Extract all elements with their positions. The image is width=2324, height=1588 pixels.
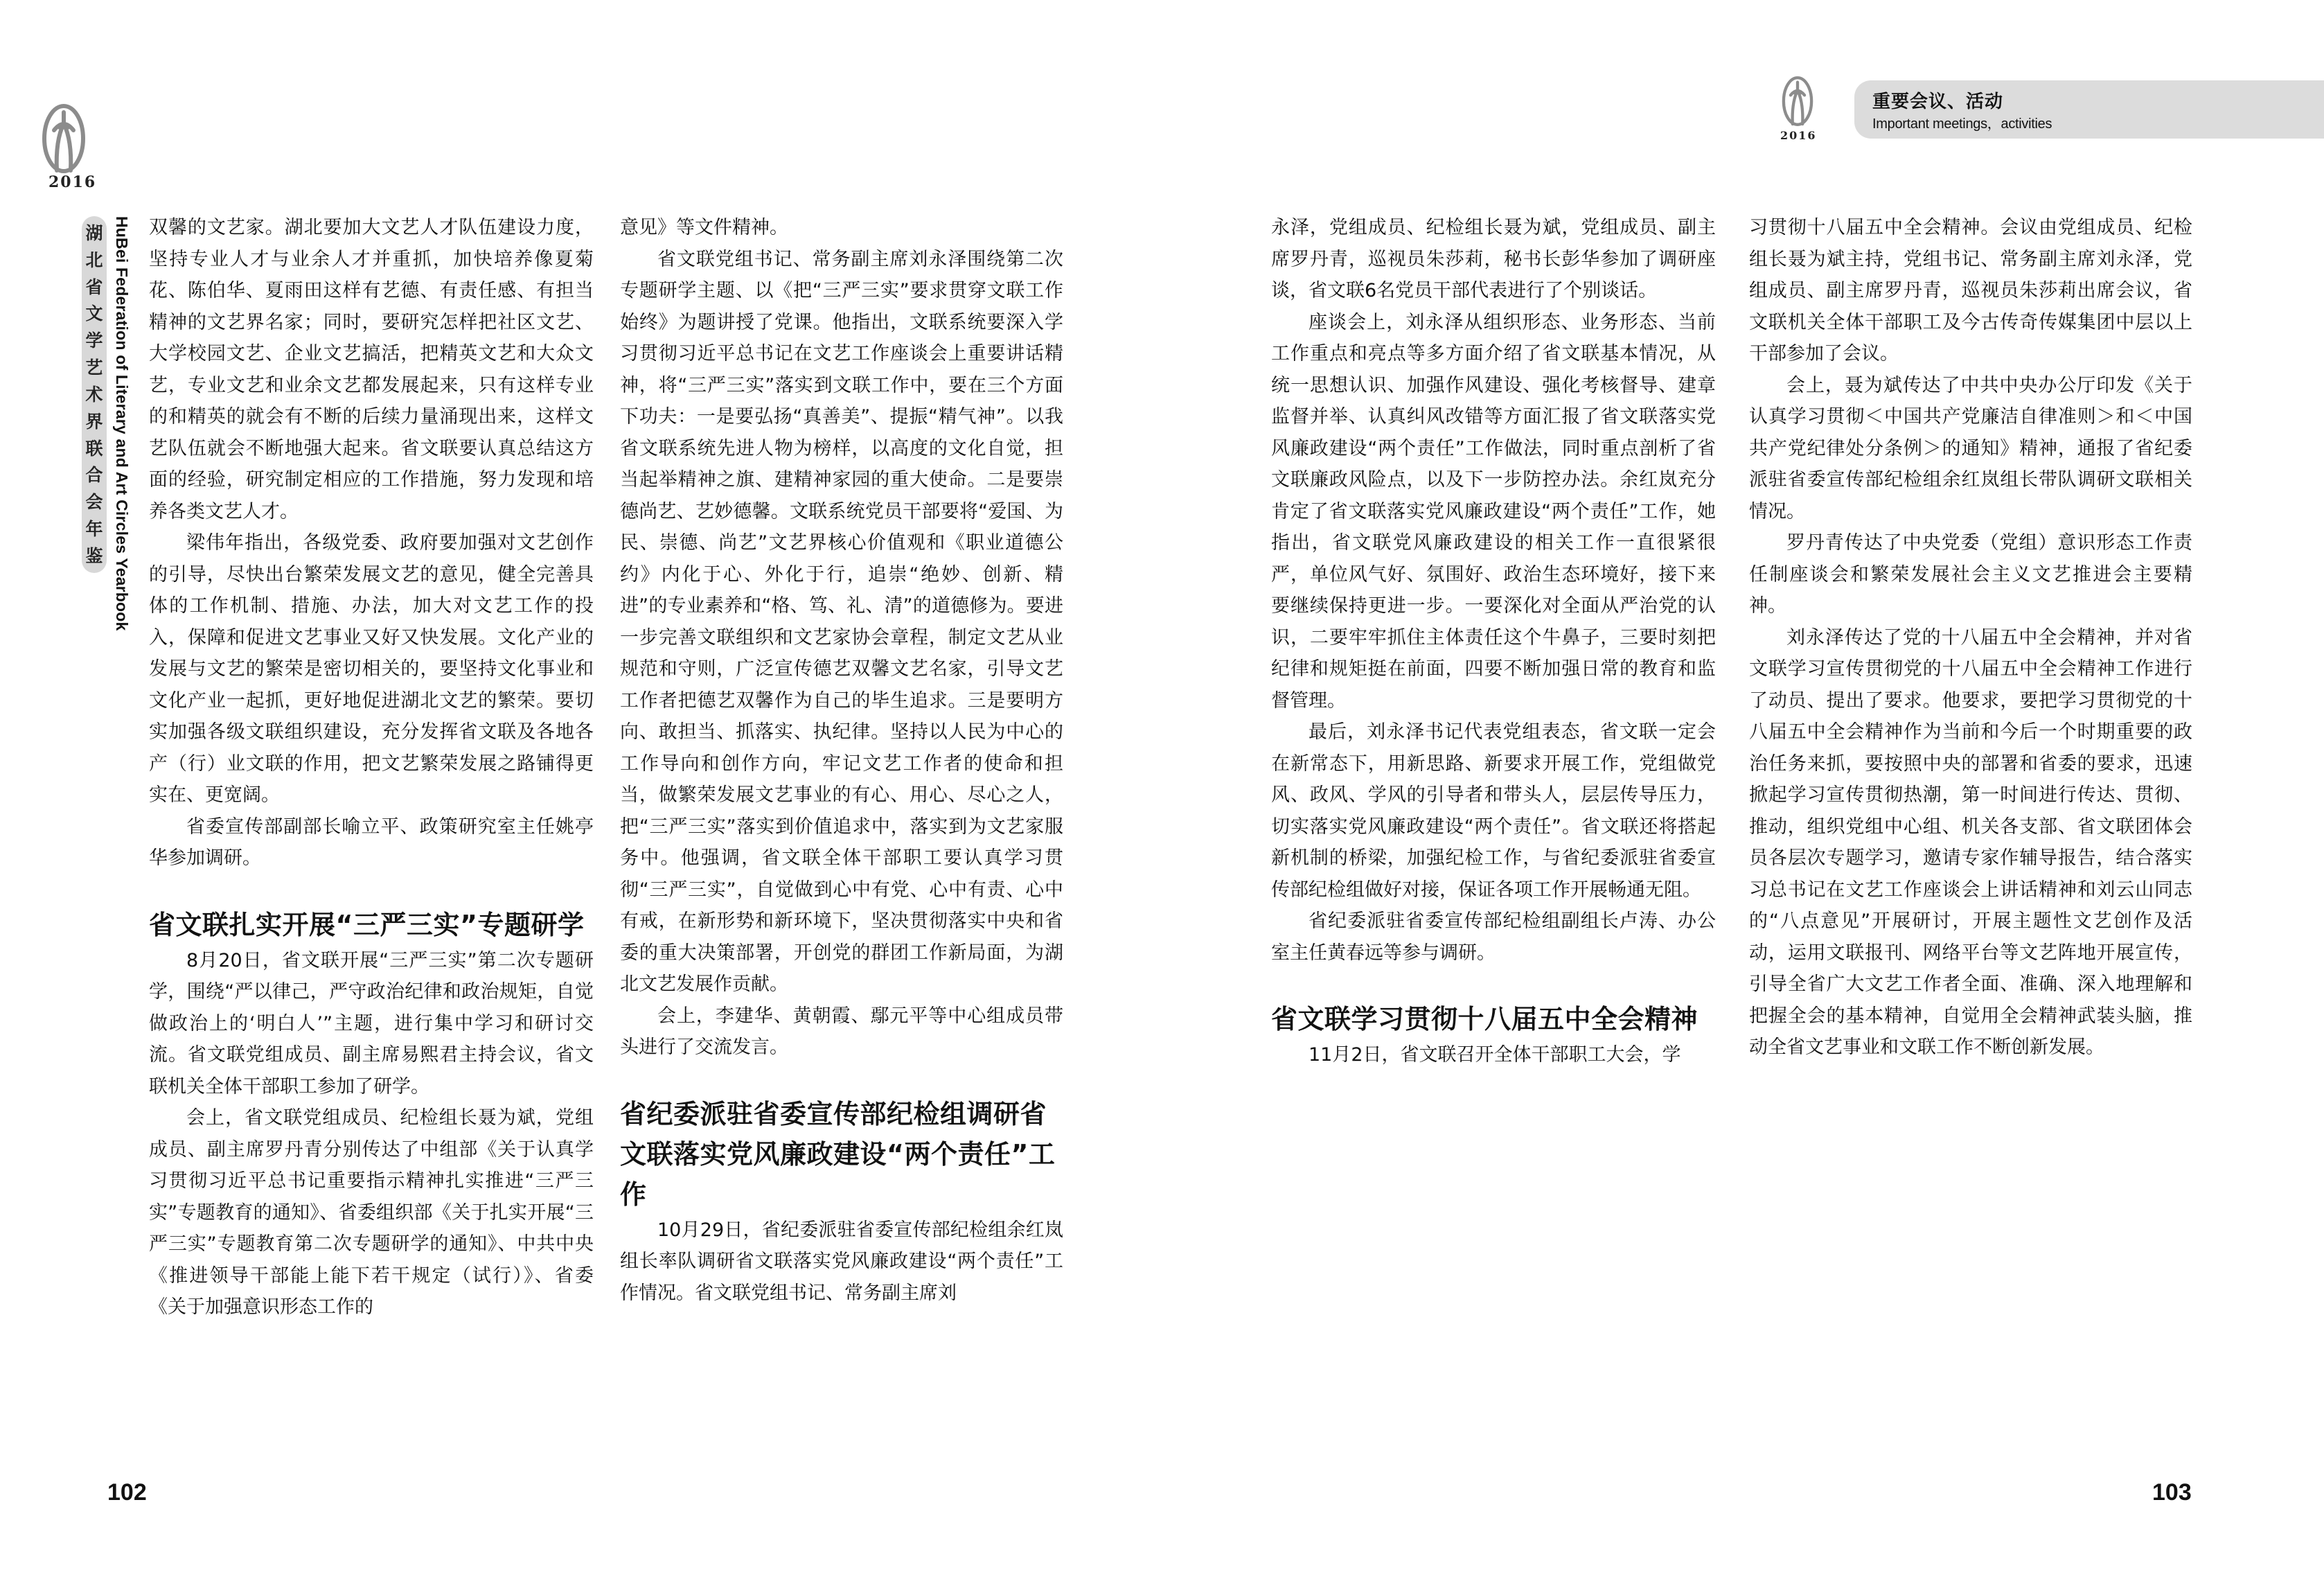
right-page — [1162, 0, 2324, 1588]
paragraph: 省委宣传部副部长喻立平、政策研究室主任姚亭华参加调研。 — [149, 815, 594, 869]
paragraph: 省文联党组书记、常务副主席刘永泽围绕第二次专题研学主题、以《把“三严三实”要求贯穿文联工作始终》为题讲授了党课。他指出，文联系统要深入学习贯彻习近平总书记在文艺工作座谈会上重要讲话精神，将“三严三实”落实到文联工作中，要在三个方面下功夫：一是要弘扬“真善美”、提振“精气神”。以我省文联系统先进人物为榜样，以高度的文化自觉，担当起举精神之旗、建精神家园的重大使命。二是要崇德尚艺、艺妙德馨。文联系统党员干部要将“爱国、为民、崇德、尚艺”文艺界核心价值观和《职业道德公约》内化于心、外化于行，追崇“绝妙、创新、精进”的专业素养和“格、笃、礼、清”的道德修为。要进一步完善文联组织和文艺家协会章程，制定文艺从业规范和守则，广泛宣传德艺双馨文艺名家，引导文艺工作者把德艺双馨作为自己的毕生追求。三是要明方向、敢担当、抓落实、执纪律。坚持以人民为中心的工作导向和创作方向，牢记文艺工作者的使命和担当，做繁荣发展文艺事业的有心、用心、尽心之人，把“三严三实”落实到价值追求中，落实到为文艺家服务中。他强调，省文联全体干部职工要认真学习贯彻“三严三实”，自觉做到心中有党、心中有责、心中有戒，在新形势和新环境下，坚决贯彻落实中央和省委的重大决策部署，开创党的群团工作新局面，为湖北文艺发展作贡献。 — [620, 248, 1063, 995]
page-number-left: 102 — [107, 1479, 147, 1506]
sidebar-char: 鉴 — [85, 545, 103, 566]
sidebar-char: 合 — [85, 465, 103, 486]
paragraph: 会上，省文联党组成员、纪检组长聂为斌，党组成员、副主席罗丹青分别传达了中组部《关于认真学习贯彻习近平总书记重要指示精神扎实推进“三严三实”专题教育的通知》、省委组织部《关于扎实开展“三严三实”专题教育第二次专题研学的通知》、中共中央《推进领导干部能上能下若干规定（试行）》、省委《关于加强意识形态工作的 — [149, 1107, 594, 1318]
paragraph: 习贯彻十八届五中全会精神。会议由党组成员、纪检组长聂为斌主持，党组书记、常务副主席刘永泽，党组成员、副主席罗丹青，巡视员朱莎莉出席会议，省文联机关全体干部职工及今古传奇传媒集团中层以上干部参加了会议。 — [1749, 217, 2192, 364]
sidebar-char: 北 — [85, 249, 103, 270]
sidebar-char: 会 — [85, 492, 103, 513]
paragraph: 梁伟年指出，各级党委、政府要加强对文艺创作的引导，尽快出台繁荣发展文艺的意见，健全完善具体的工作机制、措施、办法，加大对文艺工作的投入，保障和促进文艺事业又好又快发展。文化产业的发展与文艺的繁荣是密切相关的，要坚持文化事业和文化产业一起抓，更好地促进湖北文艺的繁荣。要切实加强各级文联组织建设，充分发挥省文联及各地各产（行）业文联的作用，把文艺繁荣发展之路铺得更实在、更宽阔。 — [149, 532, 594, 806]
section-title-cn: 重要会议、活动 — [1872, 91, 2004, 112]
paragraph: 10月29日，省纪委派驻省委宣传部纪检组余红岚组长率队调研省文联落实党风廉政建设“两个责任”工作情况。省文联党组书记、常务副主席刘 — [620, 1219, 1063, 1304]
paragraph: 8月20日，省文联开展“三严三实”第二次专题研学，围绕“严以律己，严守政治纪律和政治规矩，自觉做政治上的‘明白人’”主题，进行集中学习和研讨交流。省文联党组成员、副主席易熙君主持会议，省文联机关全体干部职工参加了研学。 — [149, 949, 594, 1097]
column-1 — [149, 212, 594, 1323]
section-header-band — [1854, 80, 2324, 139]
sidebar-char: 学 — [85, 330, 103, 351]
paragraph: 意见》等文件精神。 — [620, 217, 788, 238]
article-heading: 省文联学习贯彻十八届五中全会精神 — [1271, 1004, 1698, 1034]
sidebar-char: 艺 — [85, 358, 103, 378]
article-heading: 省文联扎实开展“三严三实”专题研学 — [149, 909, 585, 940]
column-3 — [1271, 212, 1716, 1071]
yearbook-title-vertical-cn — [82, 216, 107, 573]
section-title-en: Important meetings，activities — [1872, 116, 2052, 132]
sidebar-char: 省 — [85, 276, 103, 297]
sidebar-char: 文 — [85, 303, 103, 324]
paragraph: 会上，聂为斌传达了中共中央办公厅印发《关于认真学习贯彻＜中国共产党廉洁自律准则＞和＜中国共产党纪律处分条例＞的通知》精神，通报了省纪委派驻省委宣传部纪检组余红岚组长带队调研文联相关情况。 — [1749, 374, 2192, 522]
yearbook-logo-icon — [1782, 75, 1813, 127]
yearbook-year: 2016 — [1780, 129, 1817, 142]
article-heading: 省纪委派驻省委宣传部纪检组调研省文联落实党风廉政建设“两个责任”工作 — [620, 1098, 1056, 1210]
paragraph: 双馨的文艺家。湖北要加大文艺人才队伍建设力度，坚持专业人才与业余人才并重抓，加快培养像夏菊花、陈伯华、夏雨田这样有艺德、有责任感、有担当精神的文艺界名家；同时，要研究怎样把社区文艺、大学校园文艺、企业文艺搞活，把精英文艺和大众文艺，专业文艺和业余文艺都发展起来，只有这样专业的和精英的就会有不断的后续力量涌现出来，这样文艺队伍就会不断地强大起来。省文联要认真总结这方面的经验，研究制定相应的工作措施，努力发现和培养各类文艺人才。 — [149, 217, 594, 522]
paragraph: 座谈会上，刘永泽从组织形态、业务形态、当前工作重点和亮点等多方面介绍了省文联基本情况，从统一思想认识、加强作风建设、强化考核督导、建章监督并举、认真纠风改错等方面汇报了省文联落实党风廉政建设“两个责任”工作做法，同时重点剖析了省文联廉政风险点，以及下一步防控办法。余红岚充分肯定了省文联落实党风廉政建设“两个责任”工作，她指出，省文联党风廉政建设的相关工作一直很紧很严，单位风气好、氛围好、政治生态环境好，接下来要继续保持更进一步。一要深化对全面从严治党的认识，二要牢牢抓住主体责任这个牛鼻子，三要时刻把纪律和规矩挺在前面，四要不断加强日常的教育和监督管理。 — [1271, 311, 1716, 712]
sidebar-char: 年 — [85, 519, 103, 540]
sidebar-char: 湖 — [85, 223, 103, 243]
page-number-right: 103 — [2152, 1479, 2192, 1506]
paragraph: 会上，李建华、黄朝霞、鄢元平等中心组成员带头进行了交流发言。 — [620, 1005, 1063, 1058]
paragraph: 省纪委派驻省委宣传部纪检组副组长卢涛、办公室主任黄春远等参与调研。 — [1271, 910, 1716, 964]
paragraph: 罗丹青传达了中央党委（党组）意识形态工作责任制座谈会和繁荣发展社会主义文艺推进会主要精神。 — [1749, 532, 2192, 617]
sidebar-char: 联 — [85, 438, 103, 459]
yearbook-title-vertical-en: HuBei Federation of Literary and Art Circles Yearbook — [113, 216, 131, 631]
paragraph: 最后，刘永泽书记代表党组表态，省文联一定会在新常态下，用新思路、新要求开展工作，党组做党风、政风、学风的引导者和带头人，层层传导压力，切实落实党风廉政建设“两个责任”。省文联还将搭起新机制的桥梁，加强纪检工作，与省纪委派驻省委宣传部纪检组做好对接，保证各项工作开展畅通无阻。 — [1271, 721, 1716, 901]
paragraph: 刘永泽传达了党的十八届五中全会精神，并对省文联学习宣传贯彻党的十八届五中全会精神工作进行了动员、提出了要求。他要求，要把学习贯彻党的十八届五中全会精神作为当前和今后一个时期重要的政治任务来抓，要按照中央的部署和省委的要求，迅速掀起学习宣传贯彻热潮，第一时间进行传达、贯彻、推动，组织党组中心组、机关各支部、省文联团体会员各层次专题学习，邀请专家作辅导报告，结合落实习总书记在文艺工作座谈会上讲话精神和刘云山同志的“八点意见”开展研讨，开展主题性文艺创作及活动，运用文联报刊、网络平台等文艺阵地开展宣传，引导全省广大文艺工作者全面、准确、深入地理解和把握全会的基本精神，自觉用全会精神武装头脑，推动全省文艺事业和文联工作不断创新发展。 — [1749, 626, 2192, 1058]
paragraph: 11月2日，省文联召开全体干部职工大会，学 — [1309, 1044, 1681, 1066]
sidebar-char: 术 — [85, 384, 103, 405]
paragraph: 永泽，党组成员、纪检组长聂为斌，党组成员、副主席罗丹青，巡视员朱莎莉，秘书长彭华参加了调研座谈，省文联6名党员干部代表进行了个别谈话。 — [1271, 217, 1716, 301]
column-2 — [620, 212, 1063, 1309]
sidebar-char: 界 — [85, 411, 103, 432]
yearbook-logo-icon — [42, 103, 86, 175]
yearbook-year: 2016 — [48, 173, 97, 191]
column-4 — [1749, 212, 2192, 1064]
